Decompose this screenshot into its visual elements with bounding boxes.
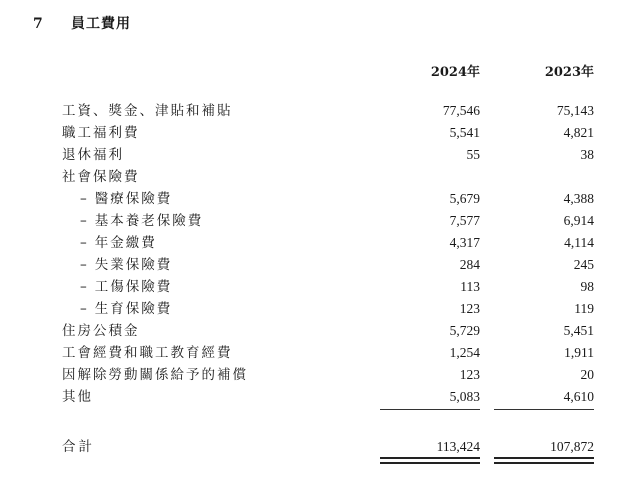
sub-item-dash: –: [80, 257, 89, 273]
value-2024: 123: [459, 301, 480, 316]
value-2023: 98: [580, 279, 594, 294]
row-label: [80, 276, 172, 298]
total-double-rule-2023: [494, 457, 594, 464]
column-header-2023: 2023年: [544, 65, 594, 80]
table-row: [0, 254, 622, 276]
value-2024: 55: [466, 147, 480, 162]
table-row: [0, 364, 622, 386]
table-row: [0, 166, 622, 188]
value-2024: 4,317: [449, 235, 480, 250]
value-2024: 123: [459, 367, 480, 382]
row-label-text: 失業保險費: [94, 257, 173, 273]
total-label: 合計: [62, 439, 95, 455]
row-label: 因解除勞動關係給予的補償: [62, 367, 248, 383]
value-2024: 113: [460, 279, 480, 294]
value-2024: 5,729: [449, 323, 480, 338]
row-label: 社會保險費: [62, 169, 140, 185]
value-2023: 1,911: [564, 345, 594, 360]
table-row: [0, 298, 622, 320]
row-label: [80, 232, 157, 254]
row-label: 工會經費和職工教育經費: [62, 345, 233, 361]
total-row: [0, 436, 622, 458]
table-row: [0, 276, 622, 298]
table-row: [0, 320, 622, 342]
row-label: [80, 210, 203, 232]
table-row: [0, 100, 622, 122]
row-label: 其他: [62, 389, 93, 405]
sub-item-dash: –: [80, 213, 89, 229]
row-label: [80, 188, 172, 210]
value-2024: 5,541: [449, 125, 480, 140]
row-label-text: 醫療保險費: [94, 191, 173, 207]
total-value-2023: 107,872: [550, 439, 594, 454]
value-2023: 5,451: [563, 323, 594, 338]
value-2023: 4,114: [564, 235, 594, 250]
table-row: [0, 342, 622, 364]
value-2023: 119: [574, 301, 594, 316]
value-2023: 4,610: [563, 389, 594, 404]
table-row: [0, 386, 622, 408]
value-2024: 5,679: [449, 191, 480, 206]
expense-table: [0, 100, 622, 408]
value-2024: 7,577: [449, 213, 480, 228]
subtotal-rule-2024: [380, 409, 480, 410]
row-label-text: 基本養老保險費: [94, 213, 204, 229]
sub-item-dash: –: [80, 235, 89, 251]
value-2024: 77,546: [442, 103, 480, 118]
table-row: [0, 122, 622, 144]
value-2023: 4,821: [563, 125, 594, 140]
value-2023: 6,914: [563, 213, 594, 228]
section-number: 7: [33, 16, 44, 32]
value-2023: 20: [580, 367, 594, 382]
value-2024: 1,254: [449, 345, 480, 360]
column-header-2024: 2024年: [430, 65, 480, 80]
table-row: [0, 210, 622, 232]
value-2024: 284: [459, 257, 480, 272]
value-2024: 5,083: [449, 389, 480, 404]
sub-item-dash: –: [80, 301, 89, 317]
row-label-text: 年金繳費: [94, 235, 157, 251]
subtotal-rule-2023: [494, 409, 594, 410]
row-label-text: 生育保險費: [94, 301, 173, 317]
row-label-text: 工傷保險費: [94, 279, 173, 295]
value-2023: 4,388: [563, 191, 594, 206]
row-label: [80, 254, 172, 276]
table-row: [0, 188, 622, 210]
value-2023: 38: [580, 147, 594, 162]
row-label: 職工福利費: [62, 125, 140, 141]
value-2023: 245: [573, 257, 594, 272]
row-label: 退休福利: [62, 147, 124, 163]
row-label: 住房公積金: [62, 323, 140, 339]
sub-item-dash: –: [80, 279, 89, 295]
value-2023: 75,143: [556, 103, 594, 118]
total-value-2024: 113,424: [436, 439, 480, 454]
row-label: [80, 298, 172, 320]
section-title: 員工費用: [71, 16, 131, 32]
total-double-rule-2024: [380, 457, 480, 464]
sub-item-dash: –: [80, 191, 89, 207]
table-row: [0, 144, 622, 166]
table-row: [0, 232, 622, 254]
section-heading: [33, 13, 131, 33]
row-label: 工資、獎金、津貼和補貼: [62, 103, 233, 119]
